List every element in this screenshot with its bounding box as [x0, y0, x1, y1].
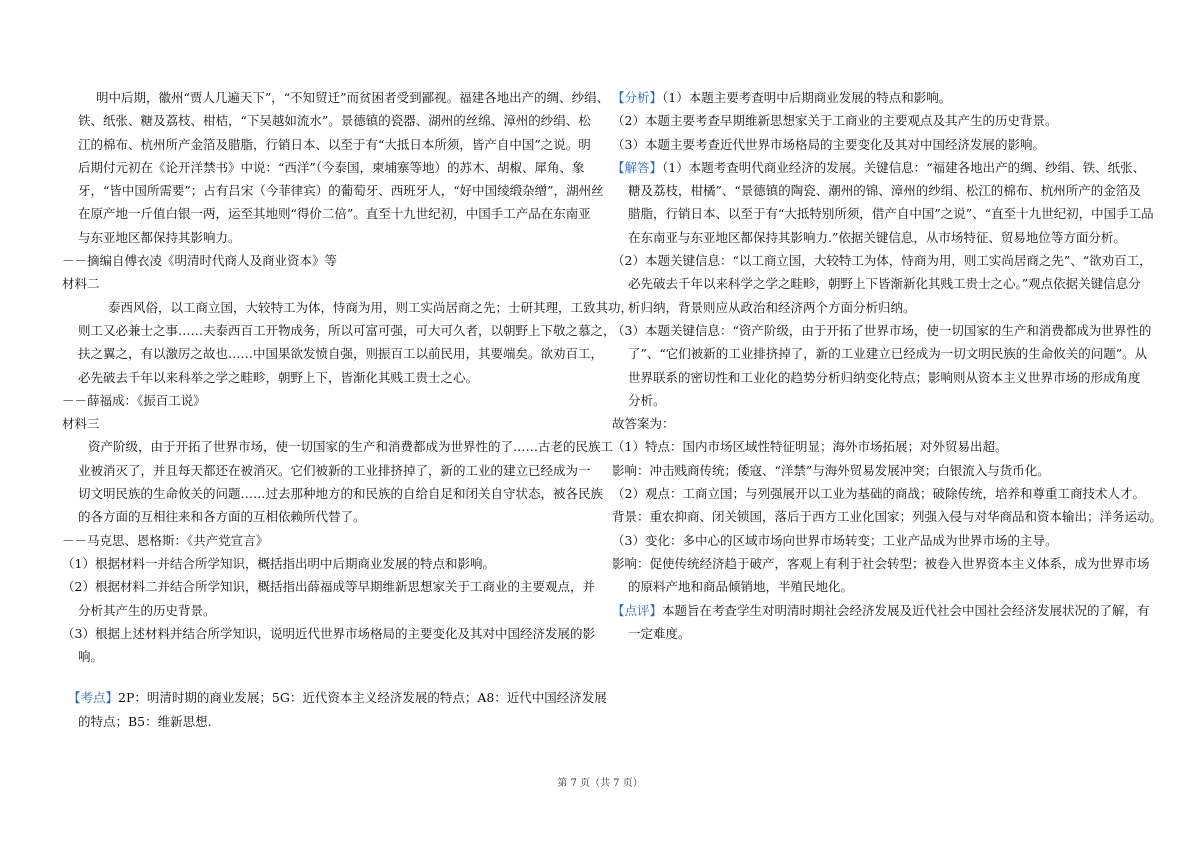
fenxi-line: （3）本题主要考查近代世界市场格局的主要变化及其对中国经济发展的影响。	[612, 136, 1045, 152]
jieda-tag: 【解答】	[612, 159, 663, 175]
material1-line: 后期付元初在《论开洋禁书》中说：“西洋”（今泰国，柬埔寨等地）的苏木、胡椒、犀角、象	[78, 159, 585, 175]
question-1: （1）根据材料一并结合所学知识，概括指出明中后期商业发展的特点和影响。	[62, 555, 495, 571]
jieda-line: 糖及荔枝，柑橘”、“景德镇的陶瓷、潮州的锦、漳州的纱绢、松江的棉布、杭州所产的金箔及	[628, 183, 1141, 199]
jieda-line: 在东南亚与东亚地区都保持其影响力.”依据关键信息，从市场特征、贸易地位等方面分析。	[628, 229, 1126, 245]
kaodian-text: 2P：明清时期的商业发展；5G：近代资本主义经济发展的特点；A8：近代中国经济发展	[118, 690, 607, 706]
jieda-line: 了”、“它们被新的工业排挤掉了，新的工业建立已经成为一切文明民族的生命攸关的问题”。从	[628, 346, 1148, 362]
dianping-tag: 【点评】	[612, 602, 663, 618]
fenxi-line: （2）本题主要考查早期维新思想家关于工商业的主要观点及其产生的历史背景。	[612, 113, 1058, 129]
material2-line: 泰西风俗，以工商立国，大较特工为体，恃商为用，则工实尚居商之先；士研其理，工致其功，	[108, 299, 634, 315]
jieda-line: 腊脂，行销日本、以至于有“大抵特别所须，借产自中国”之说”、“直至十九世纪初，中国手工品	[628, 206, 1154, 222]
answer-line: （3）变化：多中心的区域市场向世界市场转变；工业产品成为世界市场的主导。	[612, 532, 1058, 548]
answer-line: 背景：重农抑商、闭关锁国，落后于西方工业化国家；列强入侵与对华商品和资本输出；洋务运动。	[612, 509, 1163, 525]
dianping-line	[612, 599, 1150, 622]
material2-title: 材料二	[62, 276, 100, 292]
answer-line: 影响：促使传统经济趋于破产，客观上有利于社会转型；被卷入世界资本主义体系，成为世界市场	[612, 555, 1150, 571]
kaodian-line	[68, 686, 607, 709]
answer-title: 故答案为：	[612, 416, 675, 432]
spacer	[78, 668, 592, 686]
dianping-line: 一定难度。	[628, 625, 691, 641]
kaodian-tag: 【考点】	[68, 690, 119, 706]
kaodian-line: 的特点；B5：维新思想.	[78, 713, 212, 729]
jieda-line: 分析。	[628, 392, 666, 408]
question-3-cont: 响。	[78, 649, 104, 665]
fenxi-line	[612, 86, 1132, 109]
material2-line: 则工又必兼士之事……夫泰西百工开物成务，所以可富可强，可大可久者，以朝野上下敬之慕之，	[78, 322, 616, 338]
answer-line: （1）特点：国内市场区域性特征明显；海外市场拓展；对外贸易出超。	[612, 439, 1008, 455]
material1-line: 在原产地一斤值白银一两，运至其地则“得价二倍”。直至十九世纪初，中国手工产品在东南亚	[78, 206, 591, 222]
material3-line: 业被消灭了，并且每天都还在被消灭。它们被新的工业排挤掉了，新的工业的建立已经成为一	[78, 462, 591, 478]
answer-line: （2）观点：工商立国；与列强展开以工业为基础的商战；破除传统，培养和尊重工商技术人才。	[612, 486, 1145, 502]
right-column	[612, 86, 1163, 645]
material3-line: 切文明民族的生命攸关的问题……过去那种地方的和民族的自给自足和闭关自守状态，被各民族	[78, 486, 604, 502]
question-2-cont: 分析其产生的历史背景。	[78, 602, 216, 618]
material3-title: 材料三	[62, 416, 100, 432]
jieda-text: （1）本题考查明代商业经济的发展。关键信息：“福建各地出产的绸、纱绢、铁、纸张、	[662, 159, 1146, 175]
fenxi-text: （1）本题主要考查明中后期商业发展的特点和影响。	[662, 90, 952, 105]
jieda-line: （2）本题关键信息：“以工商立国，大较特工为体，恃商为用，则工实尚居商之先”、“欲劝百工，	[612, 253, 1152, 269]
fenxi-tag: 【分析】	[612, 90, 663, 105]
jieda-line: （3）本题关键信息：“资产阶级，由于开拓了世界市场，使一切国家的生产和消费都成为世界性的	[612, 322, 1152, 338]
jieda-line: 析归纳，背景则应从政治和经济两个方面分析归纳。	[628, 299, 916, 315]
material3-line: 资产阶级，由于开拓了世界市场，使一切国家的生产和消费都成为世界性的了……古老的民族工	[88, 439, 614, 455]
material1-line: 江的棉布、杭州所产金箔及腊脂，行销日本、以至于有“大抵日本所须，皆产自中国”之说。明	[78, 136, 591, 152]
jieda-line	[612, 156, 1146, 179]
source-citation-1: －－摘编自傅衣凌《明清时代商人及商业资本》等	[62, 253, 338, 269]
material2-line: 扶之翼之，有以激厉之故也……中国果欲发愤自强，则振百工以前民用，其要端矣。欲劝百工，	[78, 346, 604, 362]
question-2: （2）根据材料二并结合所学知识，概括指出薛福成等早期维新思想家关于工商业的主要观点，并	[62, 579, 595, 595]
material1-line: 铁、纸张、糖及荔枝、柑桔，“下吴越如流水”。景德镇的瓷器、湖州的丝绵、漳州的纱绢、松	[78, 113, 591, 129]
left-column	[62, 86, 634, 733]
source-citation-3: －－马克思、恩格斯：《共产党宣言》	[62, 532, 269, 548]
source-citation-2: －－薛福成：《振百工说》	[62, 392, 206, 408]
answer-line: 的原料产地和商品倾销地，半殖民地化。	[628, 579, 854, 595]
question-3: （3）根据上述材料并结合所学知识，说明近代世界市场格局的主要变化及其对中国经济发展的影	[62, 625, 595, 641]
answer-line: 影响：冲击贱商传统；倭寇、“洋禁”与海外贸易发展冲突；白银流入与货币化。	[612, 462, 1050, 478]
jieda-line: 世界联系的密切性和工业化的趋势分析归纳变化特点；影响则从资本主义世界市场的形成角度	[628, 369, 1141, 385]
material2-line: 必先破去千年以来科举之学之畦畛，朝野上下，皆渐化其贱工贵士之心。	[78, 369, 479, 385]
material1-line: 与东亚地区都保持其影响力。	[78, 229, 241, 245]
material1-line: 明中后期，徽州“贾人几遍天下”，“不知贸迁”而贫困者受到鄙视。福建各地出产的绸、纱绢、	[96, 90, 610, 105]
material3-line: 的各方面的互相往来和各方面的互相依赖所代替了。	[78, 509, 366, 525]
page-number-footer: 第 7 页（共 7 页）	[557, 778, 643, 789]
dianping-text: 本题旨在考查学生对明清时期社会经济发展及近代社会中国社会经济发展状况的了解，有	[662, 602, 1150, 618]
material1-line: 牙，“皆中国所需要”；占有吕宋（今菲律宾）的葡萄牙、西班牙人，“好中国绫缎杂缯”，湖州丝	[78, 183, 604, 199]
jieda-line: 必先破去千年以来科学之学之畦畛，朝野上下皆渐新化其贱工贵士之心。”观点依据关键信息分	[628, 276, 1141, 292]
